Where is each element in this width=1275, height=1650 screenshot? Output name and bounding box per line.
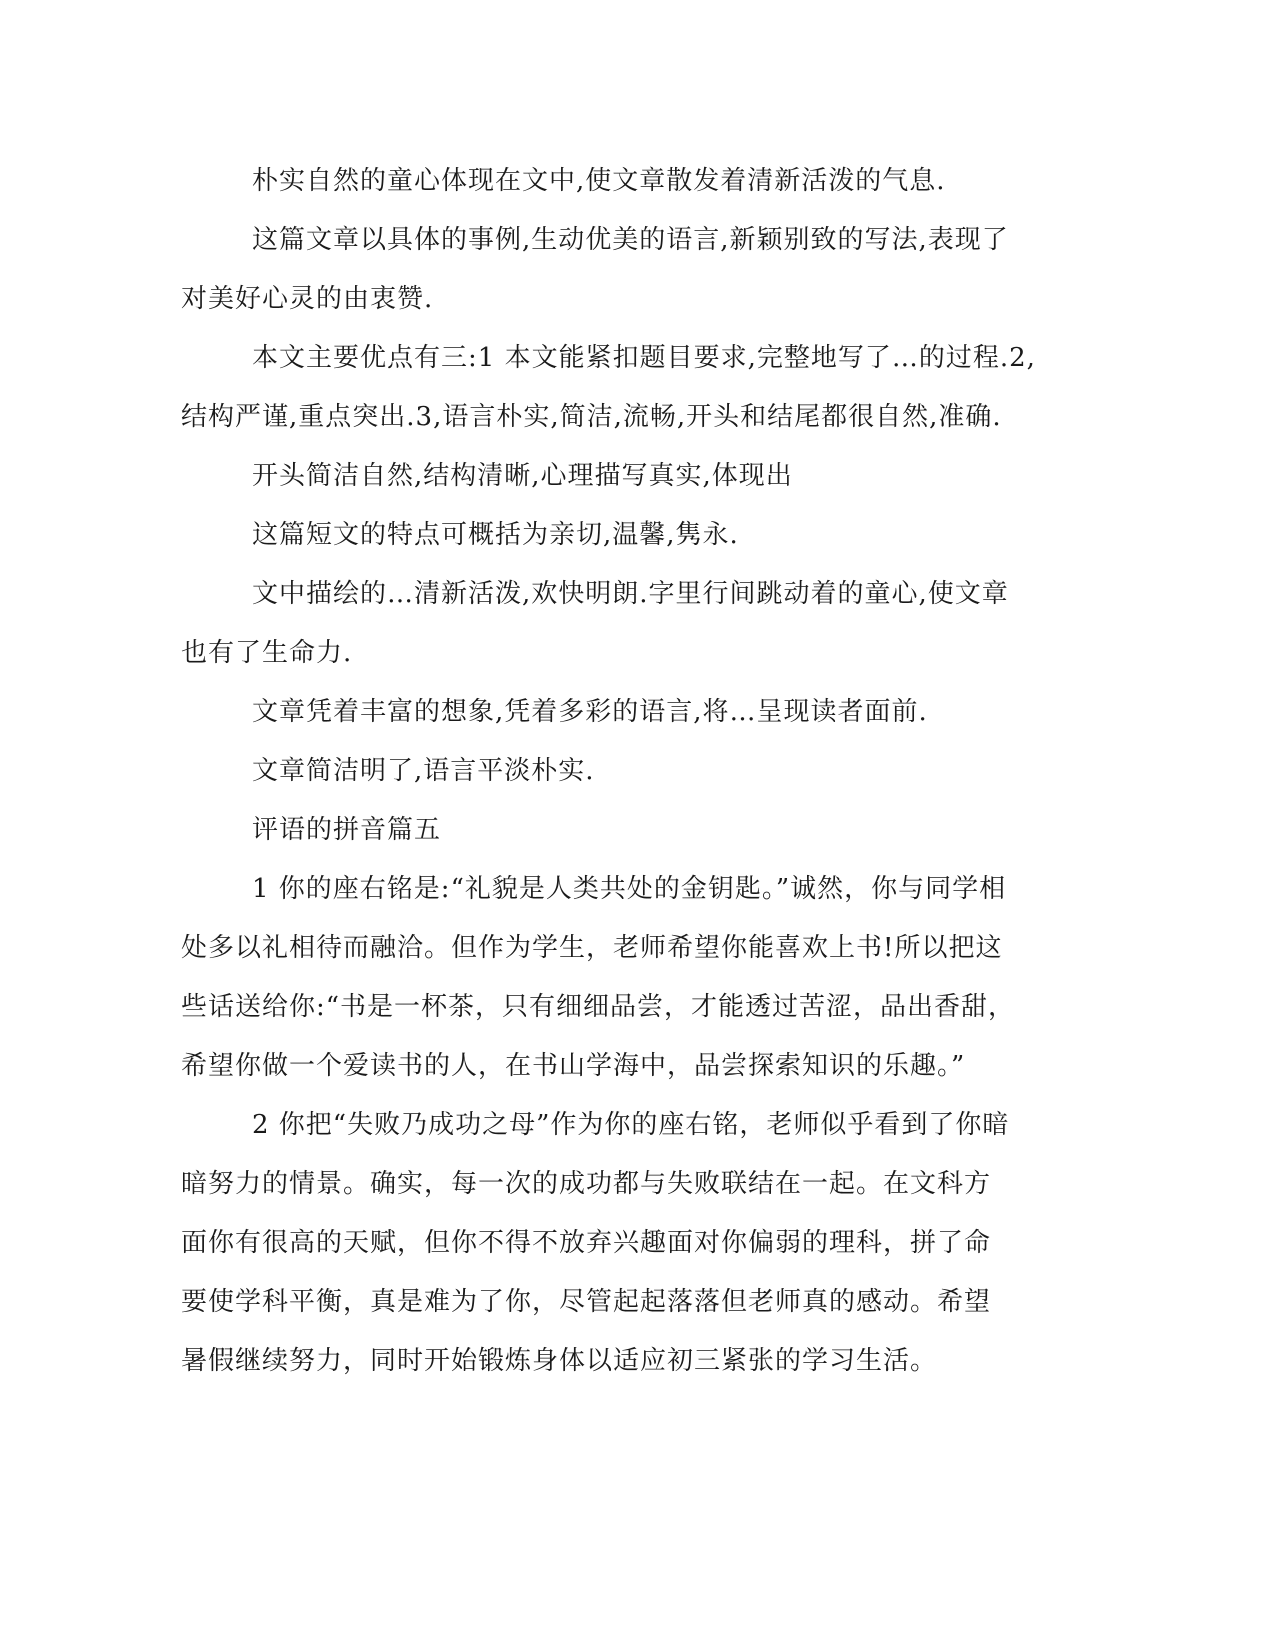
paragraph-line: 也有了生命力. (181, 638, 353, 668)
paragraph-line: 些话送给你:“书是一杯茶，只有细细品尝，才能透过苦涩，品出香甜， (181, 992, 1016, 1022)
paragraph-line: 文章凭着丰富的想象,凭着多彩的语言,将…呈现读者面前. (252, 697, 928, 727)
paragraph-line: 要使学科平衡，真是难为了你，尽管起起落落但老师真的感动。希望 (181, 1287, 992, 1317)
paragraph-line: 文中描绘的…清新活泼,欢快明朗.字里行间跳动着的童心,使文章 (252, 579, 1009, 609)
paragraph-line: 1 你的座右铭是:“礼貌是人类共处的金钥匙。”诚然，你与同学相 (252, 874, 1007, 904)
paragraph-line: 这篇文章以具体的事例,生动优美的语言,新颖别致的写法,表现了 (252, 225, 1009, 255)
paragraph-line: 对美好心灵的由衷赞. (181, 284, 434, 314)
paragraph-line: 结构严谨,重点突出.3,语言朴实,简洁,流畅,开头和结尾都很自然,准确. (181, 402, 1002, 432)
paragraph-line: 面你有很高的天赋，但你不得不放弃兴趣面对你偏弱的理科，拼了命 (181, 1228, 992, 1258)
paragraph-line: 开头简洁自然,结构清晰,心理描写真实,体现出 (252, 461, 793, 491)
paragraph-line: 朴实自然的童心体现在文中,使文章散发着清新活泼的气息. (252, 166, 946, 196)
paragraph-line: 暑假继续努力，同时开始锻炼身体以适应初三紧张的学习生活。 (181, 1346, 938, 1376)
paragraph-line: 这篇短文的特点可概括为亲切,温馨,隽永. (252, 520, 739, 550)
paragraph-line: 2 你把“失败乃成功之母”作为你的座右铭，老师似乎看到了你暗 (252, 1110, 1010, 1140)
paragraph-line: 处多以礼相待而融洽。但作为学生，老师希望你能喜欢上书!所以把这 (181, 933, 1003, 963)
paragraph-line: 暗努力的情景。确实，每一次的成功都与失败联结在一起。在文科方 (181, 1169, 992, 1199)
paragraph-line: 本文主要优点有三:1 本文能紧扣题目要求,完整地写了…的过程.2, (252, 343, 1036, 373)
section-heading: 评语的拼音篇五 (252, 815, 442, 845)
paragraph-line: 希望你做一个爱读书的人，在书山学海中，品尝探索知识的乐趣。” (181, 1051, 966, 1081)
paragraph-line: 文章简洁明了,语言平淡朴实. (252, 756, 595, 786)
